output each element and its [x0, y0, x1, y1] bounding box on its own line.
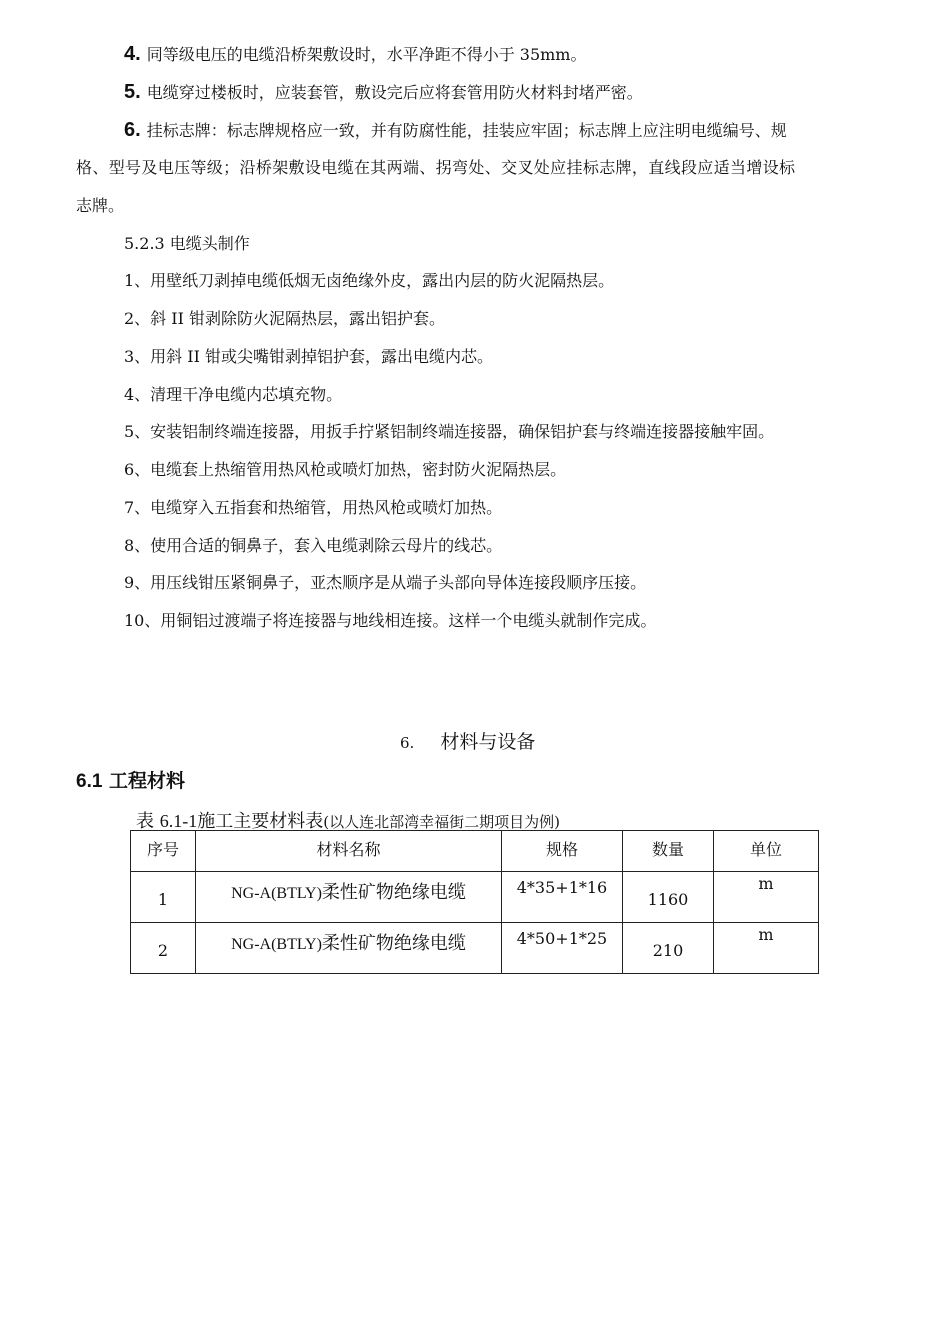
- item-5: [124, 82, 643, 103]
- step-item: 5、安装铝制终端连接器，用扳手拧紧铝制终端连接器，确保铝护套与终端连接器接触牢固。: [124, 422, 775, 441]
- cell-name: [196, 872, 502, 923]
- caption-prefix: 表: [136, 811, 160, 832]
- cell-no: 1: [131, 872, 196, 923]
- cell-name-zh: 柔性矿物绝缘电缆: [321, 882, 466, 903]
- step-item: 8、使用合适的铜鼻子，套入电缆剥除云母片的线芯。: [124, 536, 503, 555]
- item-text: 同等级电压的电缆沿桥架敷设时，水平净距不得小于 35mm。: [146, 45, 587, 64]
- cell-spec: 4*50+1*25: [502, 923, 623, 974]
- cell-no: 2: [131, 923, 196, 974]
- step-item: 1、用壁纸刀剥掉电缆低烟无卤绝缘外皮，露出内层的防火泥隔热层。: [124, 271, 615, 290]
- item-4: [124, 44, 586, 65]
- header-no: 序号: [131, 831, 196, 872]
- section-number: 6.1: [76, 771, 103, 792]
- cell-name-code: NG-A(BTLY): [231, 885, 322, 902]
- item-text: 电缆穿过楼板时，应装套管，敷设完后应将套管用防火材料封堵严密。: [146, 83, 643, 102]
- section-heading-5-2-3: 5.2.3 电缆头制作: [124, 234, 250, 253]
- item-6: [124, 120, 787, 141]
- step-item: 2、斜 II 钳剥除防火泥隔热层，露出铝护套。: [124, 309, 445, 328]
- item-number: 4.: [124, 43, 141, 65]
- caption-note: (以人连北部湾幸福街二期项目为例): [323, 813, 560, 831]
- step-item: 10、用铜铝过渡端子将连接器与地线相连接。这样一个电缆头就制作完成。: [124, 611, 657, 630]
- cell-name-zh: 柔性矿物绝缘电缆: [321, 933, 466, 954]
- header-name: 材料名称: [196, 831, 502, 872]
- step-item: 3、用斜 II 钳或尖嘴钳剥掉铝护套，露出电缆内芯。: [124, 347, 493, 366]
- section-title-text: 工程材料: [109, 770, 186, 792]
- cell-unit: m: [714, 872, 819, 923]
- table-header-row: [131, 831, 819, 872]
- cell-qty: 1160: [623, 872, 714, 923]
- table-row: [131, 872, 819, 923]
- header-unit: 单位: [714, 831, 819, 872]
- chapter-number: 6.: [400, 734, 415, 752]
- caption-number: 6.1-1: [159, 811, 198, 831]
- chapter-title-text: 材料与设备: [440, 731, 536, 753]
- table-row: [131, 923, 819, 974]
- cell-unit: m: [714, 923, 819, 974]
- cell-name-code: NG-A(BTLY): [231, 936, 322, 953]
- chapter-title: [400, 727, 535, 754]
- item-6-line2: 格、型号及电压等级；沿桥架敷设电缆在其两端、拐弯处、交叉处应挂标志牌，直线段应适当增设标: [76, 158, 796, 177]
- step-item: 6、电缆套上热缩管用热风枪或喷灯加热，密封防火泥隔热层。: [124, 460, 567, 479]
- item-6-line3: 志牌。: [76, 196, 125, 215]
- materials-table: [130, 830, 819, 974]
- header-spec: 规格: [502, 831, 623, 872]
- cell-spec: 4*35+1*16: [502, 872, 623, 923]
- header-qty: 数量: [623, 831, 714, 872]
- step-item: 4、清理干净电缆内芯填充物。: [124, 385, 343, 404]
- item-number: 6.: [124, 119, 141, 141]
- item-text: 挂标志牌：标志牌规格应一致，并有防腐性能，挂装应牢固；标志牌上应注明电缆编号、规: [146, 121, 787, 140]
- caption-title: 施工主要材料表: [197, 811, 324, 832]
- cell-qty: 210: [623, 923, 714, 974]
- step-item: 7、电缆穿入五指套和热缩管，用热风枪或喷灯加热。: [124, 498, 503, 517]
- cell-name: [196, 923, 502, 974]
- section-title: [76, 766, 185, 793]
- item-number: 5.: [124, 81, 141, 103]
- step-item: 9、用压线钳压紧铜鼻子，亚杰顺序是从端子头部向导体连接段顺序压接。: [124, 573, 647, 592]
